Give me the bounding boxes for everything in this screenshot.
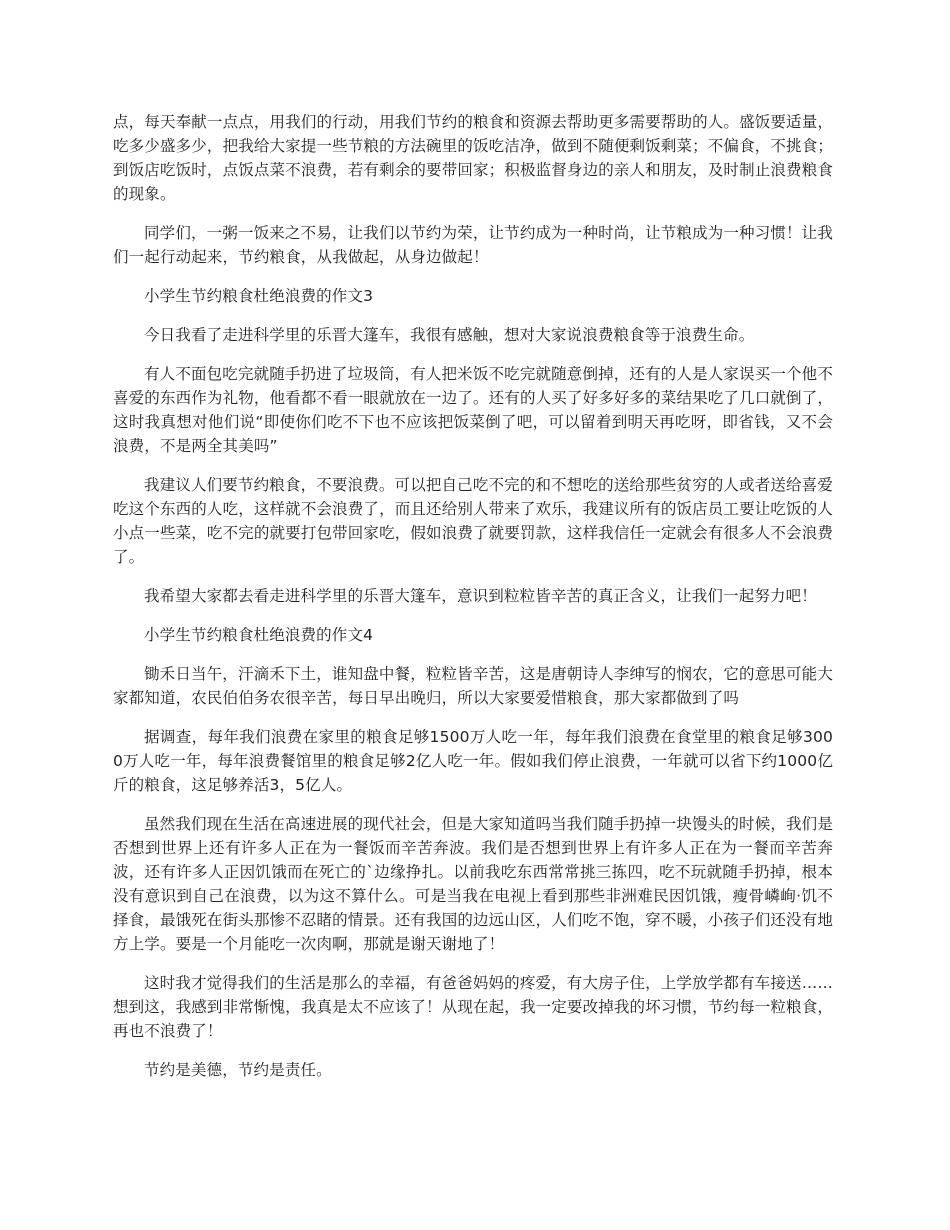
paragraph: 今日我看了走进科学里的乐晋大篷车，我很有感触，想对大家说浪费粮食等于浪费生命。 (144, 326, 755, 344)
paragraph: 我建议人们要节约粮食，不要浪费。可以把自己吃不完的和不想吃的送给那些贫穷的人或者送给喜爱吃这个东西的人吃，这样就不会浪费了，而且还给别人带来了欢乐，我建议所有的饭店员工要让吃饭的人小点一些菜，吃不完的就要打包带回家吃，假如浪费了就要罚款，这样我信任一定就会有很多人不会浪费了。 (113, 476, 833, 566)
paragraph: 据调查，每年我们浪费在家里的粮食足够1500万人吃一年，每年我们浪费在食堂里的粮食足够3000万人吃一年，每年浪费餐馆里的粮食足够2亿人吃一年。假如我们停止浪费，一年就可以省下约1000亿斤的粮食，这足够养活3，5亿人。 (113, 728, 833, 794)
paragraph: 有人不面包吃完就随手扔进了垃圾筒，有人把米饭不吃完就随意倒掉，还有的人是人家误买一个他不喜爱的东西作为礼物，他看都不看一眼就放在一边了。还有的人买了好多好多的菜结果吃了几口就倒了，这时我真想对他们说“即使你们吃不下也不应该把饭菜倒了吧，可以留着到明天再吃呀，即省钱，又不会浪费，不是两全其美吗” (113, 365, 833, 455)
document-body (113, 110, 833, 1097)
paragraph: 我希望大家都去看走进科学里的乐晋大篷车，意识到粒粒皆辛苦的真正含义，让我们一起努力吧！ (144, 587, 817, 605)
paragraph: 同学们，一粥一饭来之不易，让我们以节约为荣，让节约成为一种时尚，让节粮成为一种习惯！让我们一起行动起来，节约粮食，从我做起，从身边做起！ (113, 224, 833, 266)
paragraph: 这时我才觉得我们的生活是那么的幸福，有爸爸妈妈的疼爱，有大房子住，上学放学都有车接送……想到这，我感到非常惭愧，我真是太不应该了！从现在起，我一定要改掉我的坏习惯，节约每一粒粮食，再也不浪费了！ (113, 974, 833, 1040)
essay-heading-4: 小学生节约粮食杜绝浪费的作文4 (144, 626, 374, 644)
paragraph-continuation: 点，每天奉献一点点，用我们的行动，用我们节约的粮食和资源去帮助更多需要帮助的人。盛饭要适量，吃多少盛多少，把我给大家提一些节粮的方法碗里的饭吃洁净，做到不随便剩饭剩菜；不偏食，不挑食；到饭店吃饭时，点饭点菜不浪费，若有剩余的要带回家；积极监督身边的亲人和朋友，及时制止浪费粮食的现象。 (113, 113, 833, 203)
paragraph-closing: 节约是美德，节约是责任。 (144, 1061, 332, 1079)
paragraph: 虽然我们现在生活在高速进展的现代社会，但是大家知道吗当我们随手扔掉一块馒头的时候，我们是否想到世界上还有许多人正在为一餐饭而辛苦奔波。我们是否想到世界上有许多人正在为一餐而辛苦奔波，还有许多人正因饥饿而在死亡的`边缘挣扎。以前我吃东西常常挑三拣四，吃不玩就随手扔掉，根本没有意识到自己在浪费，以为这不算什么。可是当我在电视上看到那些非洲难民因饥饿，瘦骨嶙峋·饥不择食，最饿死在街头那惨不忍睹的情景。还有我国的边远山区，人们吃不饱，穿不暖，小孩子们还没有地方上学。要是一个月能吃一次肉啊，那就是谢天谢地了！ (113, 815, 833, 953)
essay-heading-3: 小学生节约粮食杜绝浪费的作文3 (144, 287, 374, 305)
paragraph: 锄禾日当午，汗滴禾下土，谁知盘中餐，粒粒皆辛苦，这是唐朝诗人李绅写的悯农，它的意思可能大家都知道，农民伯伯务农很辛苦，每日早出晚归，所以大家要爱惜粮食，那大家都做到了吗 (113, 665, 833, 707)
